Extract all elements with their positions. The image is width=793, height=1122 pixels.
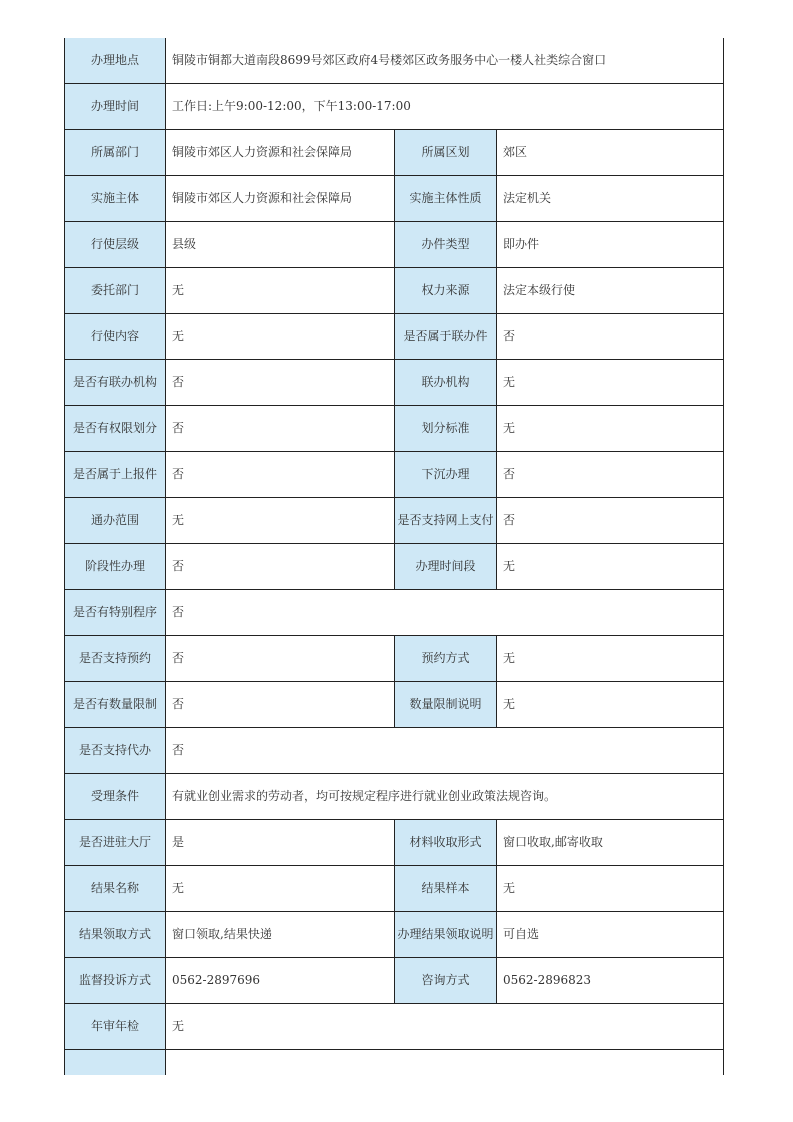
table-row	[64, 958, 724, 1004]
field-value: 郊区	[497, 130, 724, 176]
table-row	[64, 1050, 724, 1075]
field-value: 否	[166, 452, 395, 498]
field-value: 否	[166, 682, 395, 728]
table-row	[64, 544, 724, 590]
field-label: 所属部门	[64, 130, 166, 176]
field-label: 划分标准	[395, 406, 497, 452]
table-row	[64, 682, 724, 728]
field-value: 法定本级行使	[497, 268, 724, 314]
table-row	[64, 912, 724, 958]
table-row	[64, 866, 724, 912]
table-row	[64, 498, 724, 544]
field-value: 工作日:上午9:00-12:00，下午13:00-17:00	[166, 84, 724, 130]
field-label: 结果领取方式	[64, 912, 166, 958]
field-label: 是否进驻大厅	[64, 820, 166, 866]
field-value: 0562-2896823	[497, 958, 724, 1004]
field-value: 无	[166, 268, 395, 314]
field-label: 下沉办理	[395, 452, 497, 498]
field-label: 是否支持网上支付	[395, 498, 497, 544]
field-value: 即办件	[497, 222, 724, 268]
field-label: 是否有权限划分	[64, 406, 166, 452]
field-value: 是	[166, 820, 395, 866]
field-value: 否	[166, 728, 724, 774]
table-row	[64, 820, 724, 866]
table-row	[64, 774, 724, 820]
field-label: 结果样本	[395, 866, 497, 912]
table-row	[64, 84, 724, 130]
field-label: 行使层级	[64, 222, 166, 268]
field-value	[166, 1050, 724, 1075]
field-label: 是否有特别程序	[64, 590, 166, 636]
table-row	[64, 130, 724, 176]
field-label: 结果名称	[64, 866, 166, 912]
field-value: 否	[166, 636, 395, 682]
field-label: 预约方式	[395, 636, 497, 682]
field-label: 实施主体性质	[395, 176, 497, 222]
table-row	[64, 1004, 724, 1050]
field-label: 是否有数量限制	[64, 682, 166, 728]
field-value: 否	[166, 406, 395, 452]
field-label: 行使内容	[64, 314, 166, 360]
field-value: 无	[497, 360, 724, 406]
field-value: 无	[497, 636, 724, 682]
field-label: 办理时间	[64, 84, 166, 130]
field-label: 监督投诉方式	[64, 958, 166, 1004]
field-label: 是否属于联办件	[395, 314, 497, 360]
field-label: 通办范围	[64, 498, 166, 544]
field-value: 无	[497, 544, 724, 590]
field-value: 窗口领取,结果快递	[166, 912, 395, 958]
table-row	[64, 268, 724, 314]
field-value: 否	[497, 314, 724, 360]
field-value: 法定机关	[497, 176, 724, 222]
field-value: 无	[166, 1004, 724, 1050]
field-value: 有就业创业需求的劳动者，均可按规定程序进行就业创业政策法规咨询。	[166, 774, 724, 820]
field-value: 无	[497, 866, 724, 912]
field-label: 办理结果领取说明	[395, 912, 497, 958]
field-value: 否	[497, 452, 724, 498]
field-value: 无	[166, 498, 395, 544]
field-value: 铜陵市铜都大道南段8699号郊区政府4号楼郊区政务服务中心一楼人社类综合窗口	[166, 38, 724, 84]
table-row	[64, 222, 724, 268]
field-label: 年审年检	[64, 1004, 166, 1050]
field-value: 否	[166, 590, 724, 636]
table-row	[64, 176, 724, 222]
field-label: 办理地点	[64, 38, 166, 84]
table-row	[64, 406, 724, 452]
field-value: 否	[166, 360, 395, 406]
table-row	[64, 38, 724, 84]
field-value: 无	[166, 314, 395, 360]
field-label: 办件类型	[395, 222, 497, 268]
field-label: 权力来源	[395, 268, 497, 314]
field-value: 0562-2897696	[166, 958, 395, 1004]
field-label: 实施主体	[64, 176, 166, 222]
field-label: 委托部门	[64, 268, 166, 314]
field-label: 材料收取形式	[395, 820, 497, 866]
field-label: 咨询方式	[395, 958, 497, 1004]
table-row	[64, 636, 724, 682]
field-value: 否	[497, 498, 724, 544]
field-label: 是否支持代办	[64, 728, 166, 774]
field-label: 是否属于上报件	[64, 452, 166, 498]
field-value: 窗口收取,邮寄收取	[497, 820, 724, 866]
field-value: 县级	[166, 222, 395, 268]
field-label: 阶段性办理	[64, 544, 166, 590]
field-value: 可自选	[497, 912, 724, 958]
table-row	[64, 590, 724, 636]
field-label: 联办机构	[395, 360, 497, 406]
field-value: 无	[497, 406, 724, 452]
field-label	[64, 1050, 166, 1075]
field-value: 铜陵市郊区人力资源和社会保障局	[166, 130, 395, 176]
field-label: 受理条件	[64, 774, 166, 820]
table-row	[64, 314, 724, 360]
field-label: 是否有联办机构	[64, 360, 166, 406]
field-label: 是否支持预约	[64, 636, 166, 682]
table-row	[64, 728, 724, 774]
field-value: 无	[497, 682, 724, 728]
table-row	[64, 360, 724, 406]
table-row	[64, 452, 724, 498]
field-label: 办理时间段	[395, 544, 497, 590]
field-value: 否	[166, 544, 395, 590]
field-label: 数量限制说明	[395, 682, 497, 728]
field-label: 所属区划	[395, 130, 497, 176]
field-value: 无	[166, 866, 395, 912]
service-info-table	[64, 38, 724, 1073]
field-value: 铜陵市郊区人力资源和社会保障局	[166, 176, 395, 222]
